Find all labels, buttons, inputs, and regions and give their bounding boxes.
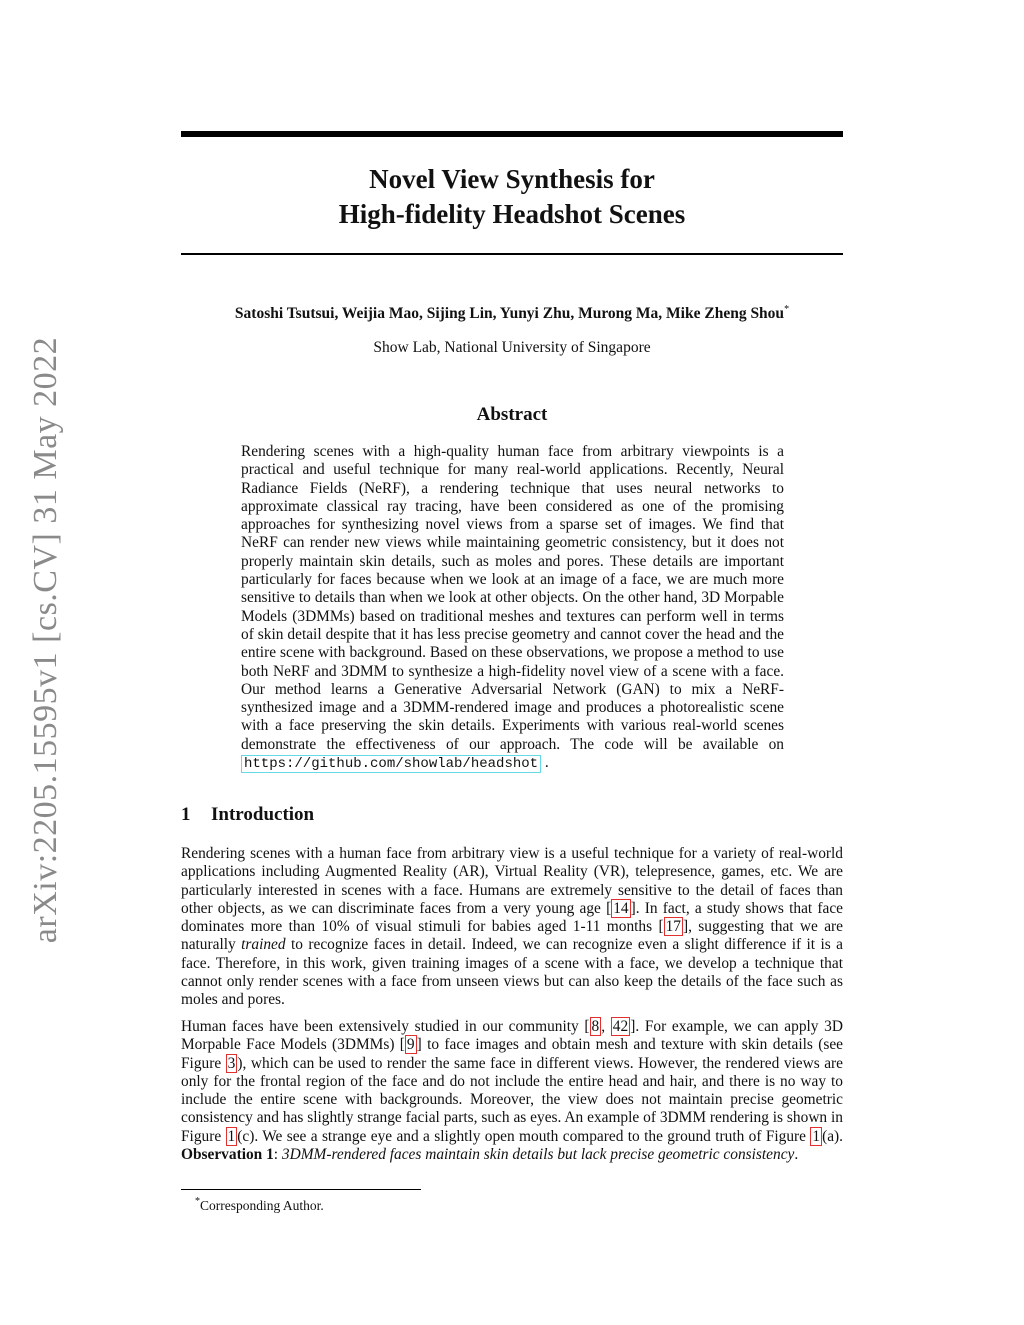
figure-link[interactable]: 1 (812, 1127, 821, 1145)
title-line-1: Novel View Synthesis for (369, 164, 655, 194)
emphasis-text: trained (241, 936, 286, 954)
text-run: . (794, 1146, 799, 1164)
citation-link[interactable]: 14 (613, 899, 629, 917)
citation-link[interactable]: 9 (406, 1036, 415, 1054)
observation-text: 3DMM-rendered faces maintain skin details but lack precise geometric consistency (281, 1146, 795, 1164)
section-title: Introduction (211, 804, 315, 825)
corresponding-mark: * (784, 304, 790, 315)
affiliation: Show Lab, National University of Singapore (373, 339, 651, 356)
title-bottom-rule (181, 253, 843, 255)
observation-label: Observation 1 (181, 1146, 274, 1164)
text-run: ), which can be used to render the same face in different views. However, the rendered views are only for the frontal region of the face and do not include the entire head and hair, and there is no way to include the entire scene with backgrounds. Moreover, the view does not maintain precise geometric consistency and has slightly strange facial parts, such as eyes. An example of 3DMM rendering is shown in Figure (181, 1054, 843, 1145)
author-list (181, 300, 843, 324)
text-run: to recognize faces in detail. Indeed, we can recognize even a slight difference if it is a face. Therefore, in this work, given training images of a scene with a face, we develop a technique that cannot only render scenes with a face from unseen views but can also keep the details of the face such as moles and pores. (181, 936, 843, 1009)
text-run: Human faces have been extensively studied in our community [ (181, 1018, 590, 1035)
text-run: ]. For example, we can apply 3D Morpable Face Models (3DMMs) [ (181, 1018, 843, 1054)
citation-link[interactable]: 42 (612, 1018, 629, 1035)
title-line-2: High-fidelity Headshot Scenes (338, 199, 686, 229)
citation-link[interactable]: 8 (591, 1018, 600, 1035)
abstract-end: . (544, 754, 549, 772)
footnote-mark: * (195, 1196, 200, 1207)
code-link[interactable]: https://github.com/showlab/headshot (241, 755, 541, 773)
intro-paragraph-2 (181, 1018, 843, 1164)
intro-paragraph-1 (181, 845, 843, 1010)
text-run: Rendering scenes with a human face from arbitrary view is a useful technique for a variety of real-world applications including Augmented Reality (AR), Virtual Reality (VR), telepresence, games, etc. We are particularly interested in scenes with a face. Humans are extremely sensitive to the detail of faces than other objects, as we can discriminate faces from a very young age [ (181, 845, 843, 917)
text-run: ]. In fact, a study shows that face dominates more than 10% of visual stimuli for babies aged 1-11 months [ (181, 899, 843, 936)
citation-link[interactable]: 17 (665, 918, 681, 936)
section-number: 1 (181, 804, 191, 825)
abstract-heading: Abstract (476, 404, 548, 425)
abstract-body (241, 443, 784, 773)
arxiv-identifier: arXiv:2205.15595v1 [cs.CV] 31 May 2022 (27, 336, 64, 944)
text-run: (a). (822, 1127, 844, 1145)
footnote-rule (181, 1189, 421, 1190)
footnote-text: Corresponding Author. (200, 1198, 324, 1213)
text-run: (c). We see a strange eye and a slightly open mouth compared to the ground truth of Figure (237, 1127, 811, 1145)
title-top-rule (181, 131, 843, 137)
figure-link[interactable]: 1 (227, 1127, 236, 1145)
author-names: Satoshi Tsutsui, Weijia Mao, Sijing Lin, Yunyi Zhu, Murong Ma, Mike Zheng Shou (234, 305, 785, 322)
abstract-text: Rendering scenes with a high-quality human face from arbitrary viewpoints is a practical and useful technique for many real-world applications. Recently, Neural Radiance Fields (NeRF), a rendering technique that uses neural networks to approximate classical ray tracing, have been considered as one of the promising approaches for synthesizing novel views from a sparse set of images. We find that NeRF can render new views while maintaining geometric consistency, but it does not properly maintain skin details, such as moles and pores. These details are important particularly for faces because when we look at an image of a face, we are much more sensitive to details than when we look at other objects. On the other hand, 3D Morpable Models (3DMMs) based on traditional meshes and textures can perform well in terms of skin detail despite that it has less precise geometry and cannot cover the head and the entire scene with background. Based on these observations, we propose a method to use both NeRF and 3DMM to synthesize a high-fidelity novel view of a scene with a face. Our method learns a Generative Adversarial Network (GAN) to mix a NeRF-synthesized image and a 3DMM-rendered image and produces a photorealistic scene with a face preserving the skin details. Experiments with various real-world scenes demonstrate the effectiveness of our approach. The code will be available on (241, 443, 784, 753)
text-run: ] to face images and obtain mesh and texture with skin details (see Figure (181, 1036, 843, 1072)
figure-link[interactable]: 3 (227, 1054, 236, 1072)
section-heading-introduction (181, 803, 843, 827)
text-run: : (273, 1146, 282, 1164)
text-run: , (601, 1018, 611, 1035)
paper-title (181, 162, 843, 232)
footnote (195, 1193, 324, 1214)
text-run: ], suggesting that we are naturally (181, 918, 844, 954)
